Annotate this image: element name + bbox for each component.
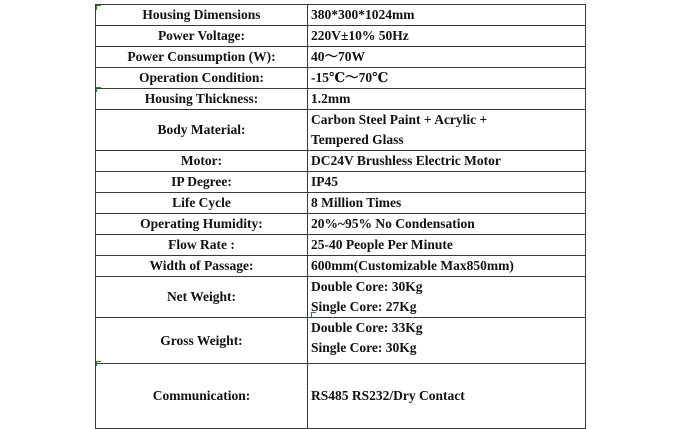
spec-value-line: Single Core: 30Kg	[311, 340, 417, 355]
table-row	[96, 151, 586, 172]
spec-label: Net Weight:	[96, 277, 308, 318]
spec-value-line: Tempered Glass	[311, 132, 404, 147]
table-row	[96, 214, 586, 235]
spec-value-line: Single Core: 27Kg	[311, 299, 417, 314]
spec-value: 600mm(Customizable Max850mm)	[308, 256, 586, 277]
table-row	[96, 318, 586, 364]
spec-label: Operation Condition:	[96, 68, 308, 89]
spec-label: Housing Dimensions	[96, 5, 308, 26]
spec-value: 1.2mm	[308, 89, 586, 110]
table-row	[96, 47, 586, 68]
table-row	[96, 68, 586, 89]
spec-label: IP Degree:	[96, 172, 308, 193]
spec-value	[308, 318, 586, 364]
cell-corner-marker	[96, 361, 101, 366]
spec-label: Body Material:	[96, 110, 308, 151]
spec-label: Communication:	[96, 364, 308, 429]
spec-value: 25-40 People Per Minute	[308, 235, 586, 256]
spec-value: IP45	[308, 172, 586, 193]
cell-corner-marker	[96, 5, 101, 10]
spec-label: Flow Rate :	[96, 235, 308, 256]
spec-label: Housing Thickness:	[96, 89, 308, 110]
cell-corner-marker	[96, 87, 101, 92]
spec-table	[95, 4, 586, 429]
table-row	[96, 172, 586, 193]
spec-value-line: Double Core: 33Kg	[311, 320, 423, 335]
table-row	[96, 256, 586, 277]
table-row	[96, 364, 586, 429]
table-row	[96, 193, 586, 214]
spec-value	[308, 277, 586, 318]
table-row	[96, 26, 586, 47]
table-row	[96, 277, 586, 318]
spec-value: 40～70W	[308, 47, 586, 68]
spec-label: Life Cycle	[96, 193, 308, 214]
spec-label: Motor:	[96, 151, 308, 172]
spec-value: 20%~95% No Condensation	[308, 214, 586, 235]
spec-value-line: Carbon Steel Paint + Acrylic +	[311, 112, 488, 127]
spec-label: Gross Weight:	[96, 318, 308, 364]
spec-value: 8 Million Times	[308, 193, 586, 214]
table-row	[96, 89, 586, 110]
spec-value: 220V±10% 50Hz	[308, 26, 586, 47]
table-row	[96, 235, 586, 256]
table-row	[96, 110, 586, 151]
spec-label: Power Voltage:	[96, 26, 308, 47]
spec-value-line: Double Core: 30Kg	[311, 279, 423, 294]
spec-label: Width of Passage:	[96, 256, 308, 277]
spec-value	[308, 110, 586, 151]
table-row	[96, 5, 586, 26]
spec-value: DC24V Brushless Electric Motor	[308, 151, 586, 172]
spec-value: RS485 RS232/Dry Contact	[308, 364, 586, 429]
spec-label: Power Consumption (W):	[96, 47, 308, 68]
spec-value: 380*300*1024mm	[308, 5, 586, 26]
spec-value: -15℃～70℃	[308, 68, 586, 89]
cell-corner-marker	[311, 312, 316, 317]
spec-label: Operating Humidity:	[96, 214, 308, 235]
